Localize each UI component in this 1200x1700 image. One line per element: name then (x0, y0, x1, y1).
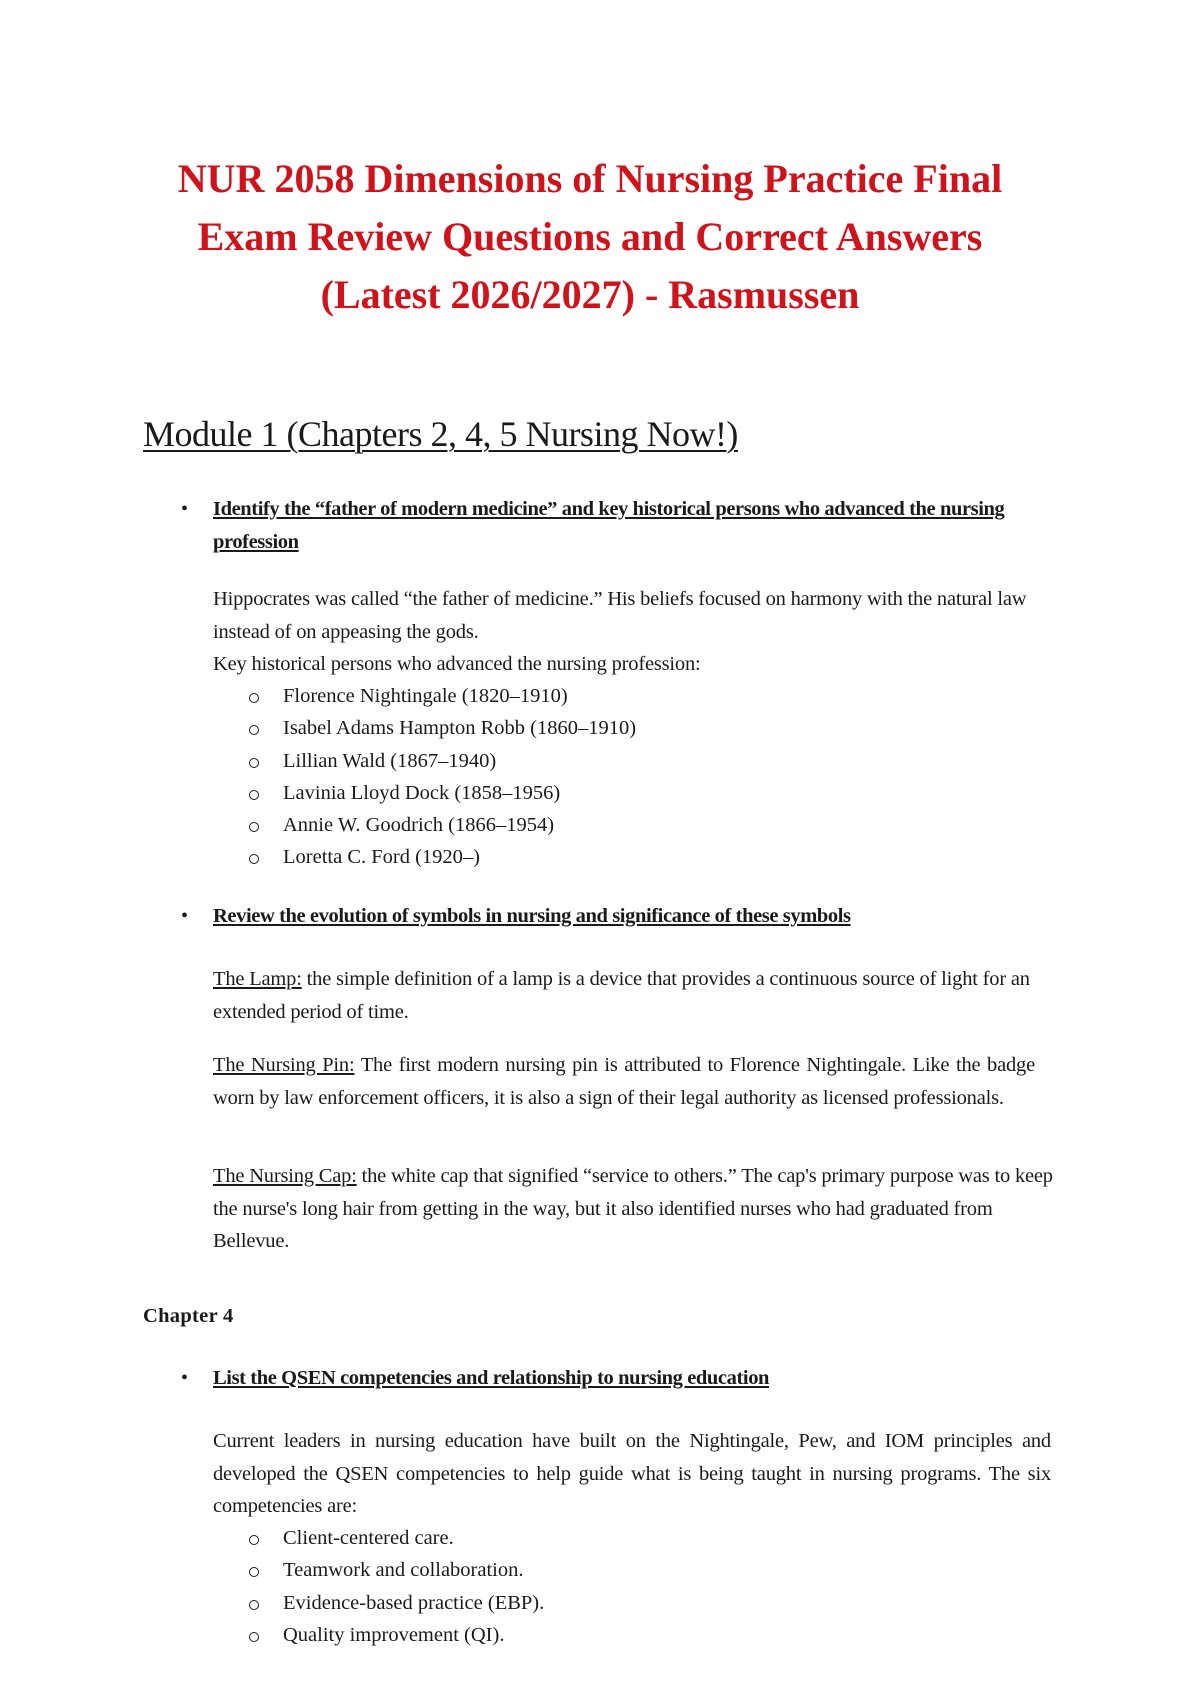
list-item: Loretta C. Ford (1920–) (243, 841, 636, 873)
section-paragraph: Hippocrates was called “the father of medicine.” His beliefs focused on harmony with the natural law instead of on appeasing the gods. (213, 588, 1027, 643)
circle-bullet-icon (249, 1535, 259, 1545)
symbol-term: The Lamp: (213, 968, 302, 990)
chapter-label: Chapter 4 (143, 1305, 234, 1327)
list-item: Annie W. Goodrich (1866–1954) (243, 809, 636, 841)
list-item: Evidence-based practice (EBP). (243, 1587, 544, 1619)
section-heading-father-of-medicine: Identify the “father of modern medicine” and key historical persons who advanced the nursing profession (213, 498, 1005, 553)
circle-bullet-icon (249, 725, 259, 735)
circle-bullet-icon (249, 854, 259, 864)
circle-bullet-icon (249, 790, 259, 800)
symbol-term: The Nursing Cap: (213, 1165, 357, 1187)
list-item: Client-centered care. (243, 1522, 544, 1554)
list-item: Teamwork and collaboration. (243, 1554, 544, 1586)
list-item: Isabel Adams Hampton Robb (1860–1910) (243, 712, 636, 744)
section-heading-nursing-symbols: Review the evolution of symbols in nursing and significance of these symbols (213, 905, 851, 927)
symbol-term: The Nursing Pin: (213, 1054, 355, 1076)
list-item: Lavinia Lloyd Dock (1858–1956) (243, 777, 636, 809)
bullet-icon: • (181, 498, 189, 520)
circle-bullet-icon (249, 1632, 259, 1642)
document-title: NUR 2058 Dimensions of Nursing Practice Final Exam Review Questions and Correct Answers (Latest 2026/2027) - Rasmussen (177, 156, 1003, 317)
qsen-paragraph: Current leaders in nursing education have built on the Nightingale, Pew, and IOM principles and developed the QSEN competencies to help guide what is being taught in nursing programs. The six competencies are: (213, 1430, 1051, 1517)
bullet-icon: • (181, 905, 189, 927)
circle-bullet-icon (249, 693, 259, 703)
list-item: Florence Nightingale (1820–1910) (243, 680, 636, 712)
circle-bullet-icon (249, 822, 259, 832)
list-item: Lillian Wald (1867–1940) (243, 745, 636, 777)
historical-persons-list (243, 680, 636, 874)
symbol-lamp: The Lamp: the simple definition of a lamp is a device that provides a continuous source of light for an extended period of time. (213, 968, 1030, 1023)
section-paragraph: Key historical persons who advanced the nursing profession: (213, 653, 701, 675)
bullet-icon: • (181, 1367, 189, 1389)
symbol-nursing-cap: The Nursing Cap: the white cap that signified “service to others.” The cap's primary purpose was to keep the nurse's long hair from getting in the way, but it also identified nurses who had graduated from Bellevue. (213, 1165, 1053, 1252)
section-heading-qsen: List the QSEN competencies and relationship to nursing education (213, 1367, 770, 1389)
symbol-nursing-pin: The Nursing Pin: The first modern nursing pin is attributed to Florence Nightingale. Like the badge worn by law enforcement officers, it is also a sign of their legal authority as licensed professionals. (213, 1054, 1035, 1109)
list-item: Quality improvement (QI). (243, 1619, 544, 1651)
circle-bullet-icon (249, 758, 259, 768)
circle-bullet-icon (249, 1567, 259, 1577)
qsen-competencies-list (243, 1522, 544, 1651)
module-heading: Module 1 (Chapters 2, 4, 5 Nursing Now!) (143, 414, 738, 454)
circle-bullet-icon (249, 1600, 259, 1610)
